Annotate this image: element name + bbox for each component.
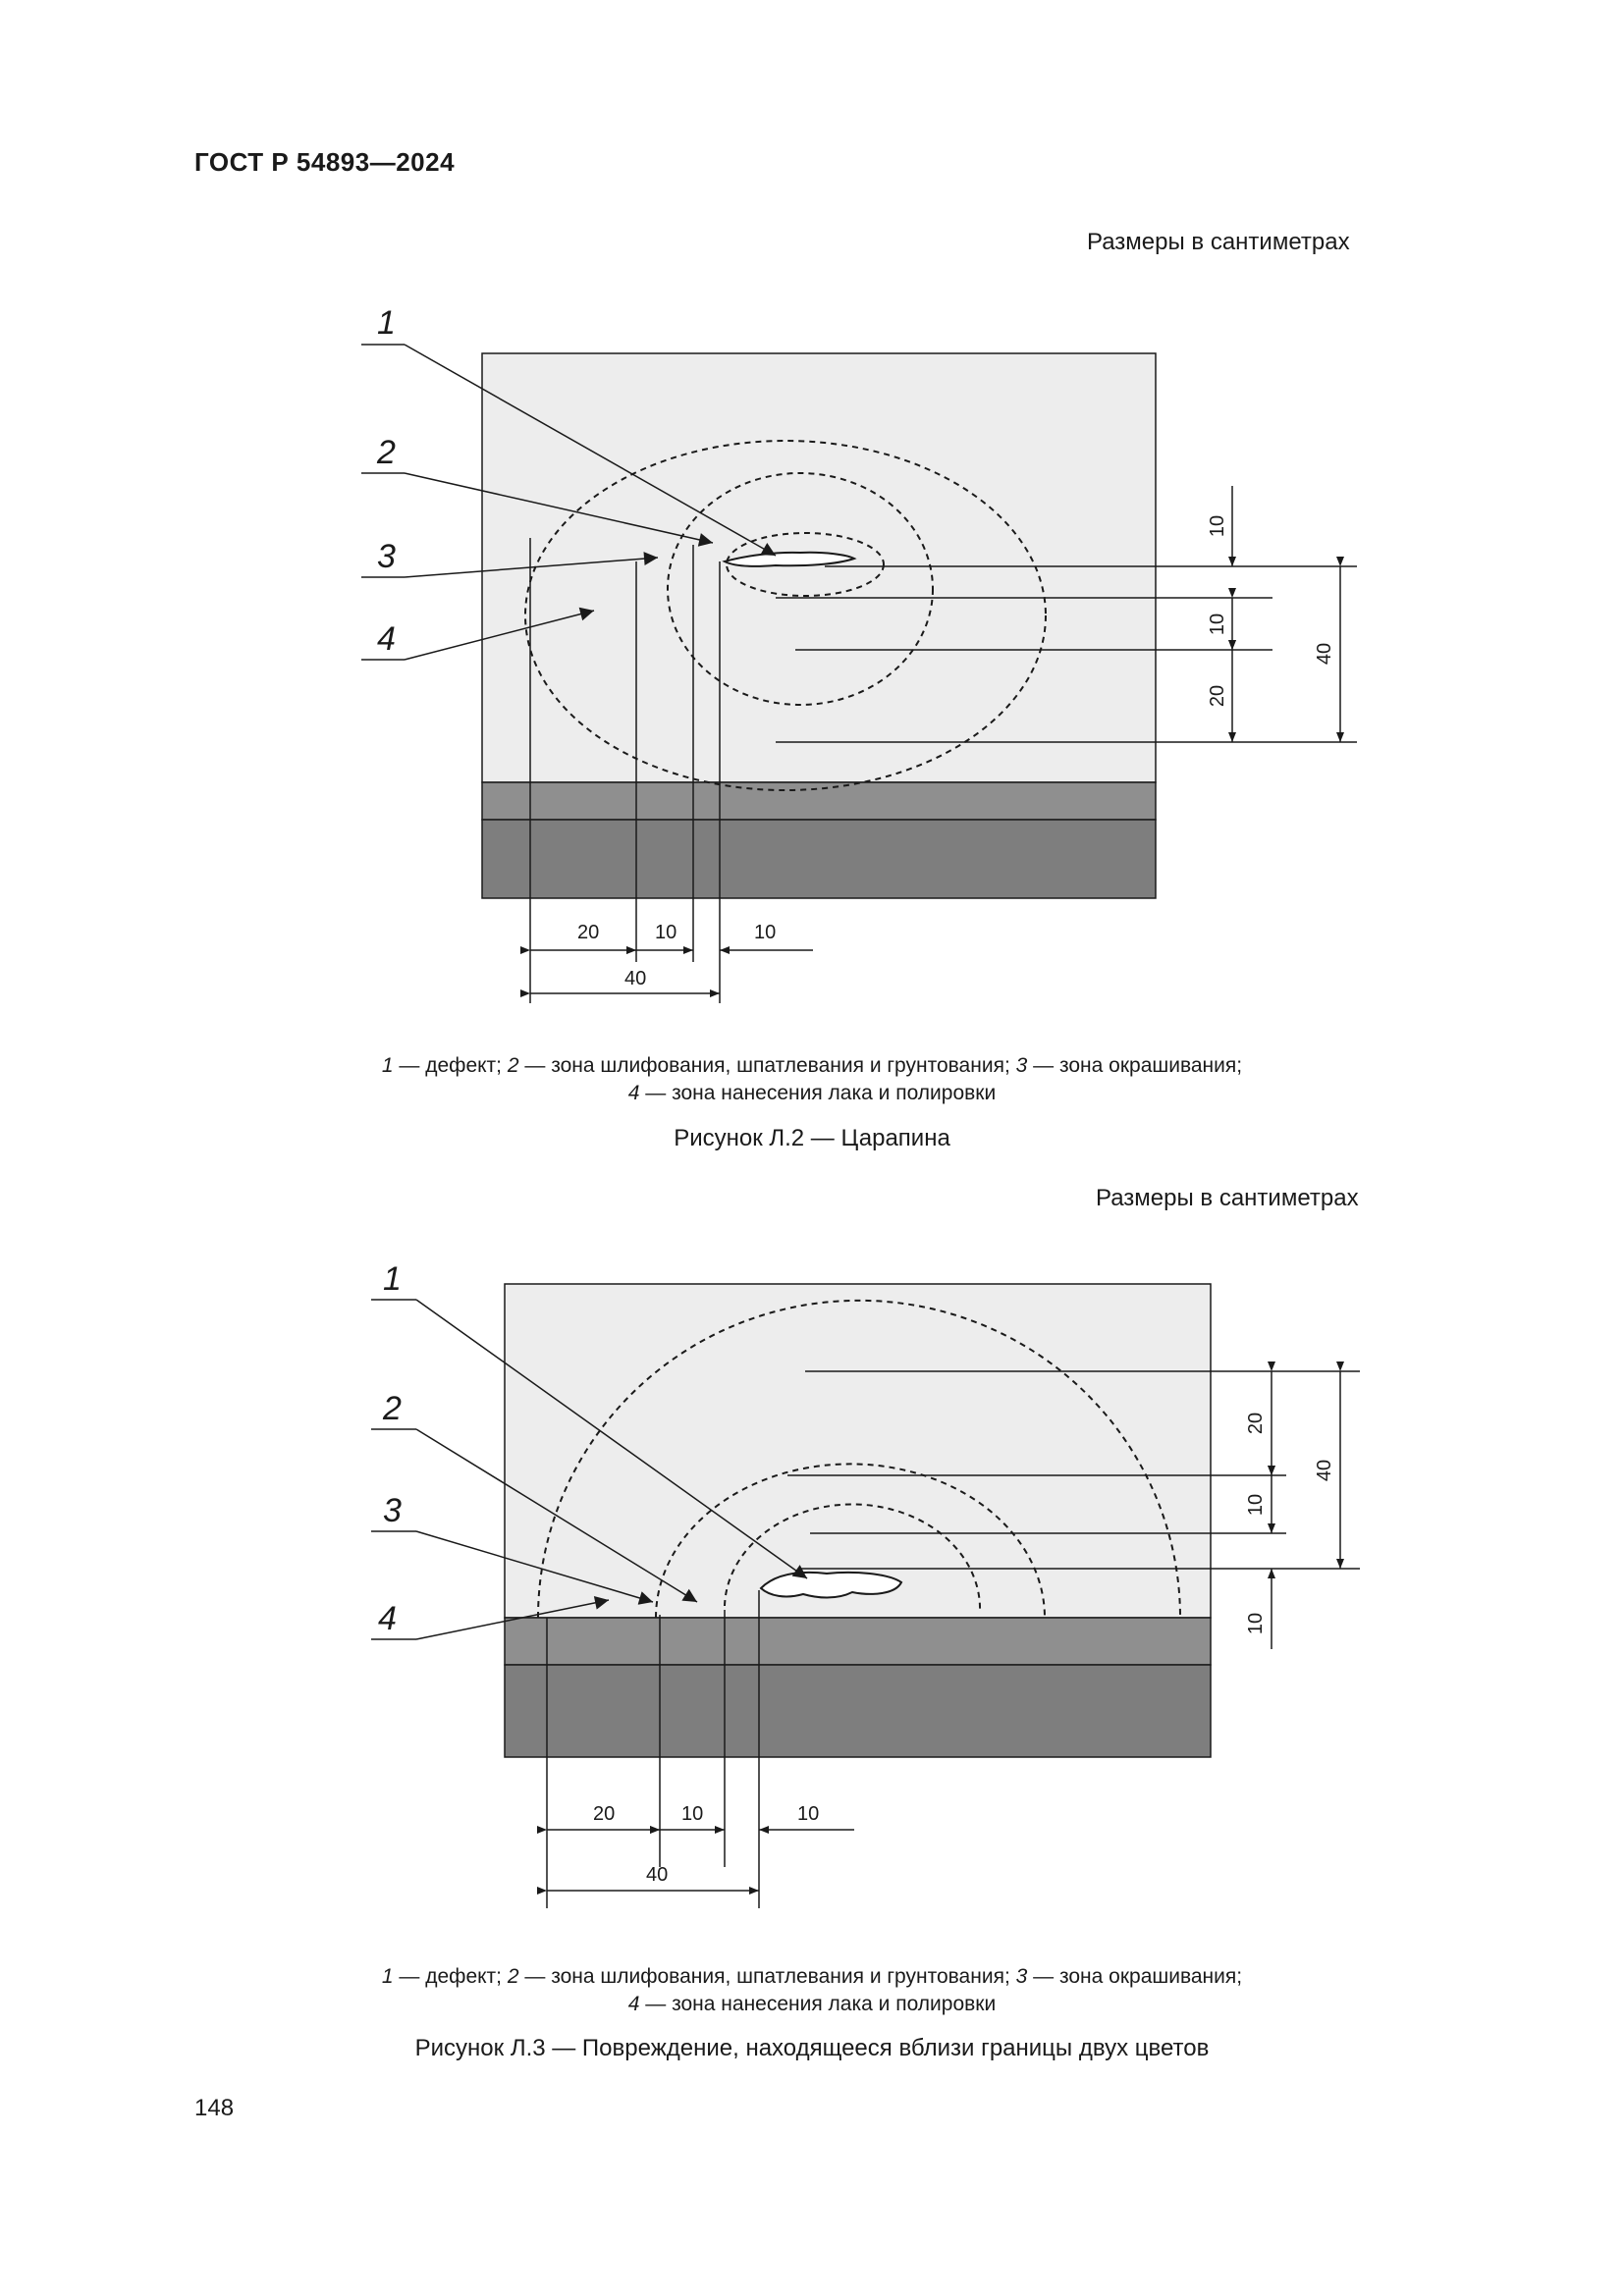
document-header: ГОСТ Р 54893—2024 [194, 147, 456, 177]
callout-label-1: 1 [377, 304, 396, 342]
callout-label-2: 2 [377, 434, 396, 471]
callout-label-2: 2 [383, 1390, 402, 1427]
dim-right-40: 40 [1314, 642, 1335, 666]
legend-fig-l3 [0, 1963, 1624, 2018]
dim-right-40: 40 [1314, 1459, 1335, 1482]
callout-label-3: 3 [383, 1492, 402, 1529]
caption-fig-l3: Рисунок Л.3 — Повреждение, находящееся вблизи границы двух цветов [414, 2035, 1210, 2061]
legend-line-2: 4 — зона нанесения лака и полировки [627, 1082, 997, 1104]
callout-label-4: 4 [377, 620, 396, 658]
dark-panel [505, 1665, 1211, 1757]
units-note-fig-l2: Размеры в сантиметрах [1087, 229, 1350, 255]
dim-right-20: 20 [1207, 684, 1228, 708]
dim-right-20: 20 [1245, 1412, 1267, 1435]
dim-bottom-20: 20 [577, 922, 600, 943]
light-panel [505, 1284, 1211, 1618]
callout-label-1: 1 [383, 1260, 402, 1298]
mid-panel [505, 1618, 1211, 1665]
caption-fig-l2: Рисунок Л.2 — Царапина [674, 1125, 950, 1151]
dim-bottom-10a: 10 [681, 1803, 704, 1825]
legend-line-1: 1 — дефект; 2 — зона шлифования, шпатлевания и грунтования; 3 — зона окрашивания; [381, 1054, 1243, 1077]
callout-label-3: 3 [377, 538, 396, 575]
dim-bottom-20: 20 [593, 1803, 616, 1825]
light-panel [482, 353, 1156, 782]
legend-line-2: 4 — зона нанесения лака и полировки [627, 1993, 997, 2015]
dim-bottom-10b: 10 [754, 922, 777, 943]
dark-panel [482, 820, 1156, 898]
figure-l3-drawing [371, 1284, 1360, 1908]
defect-damage [761, 1573, 901, 1598]
dim-right-10a: 10 [1207, 514, 1228, 538]
page-number: 148 [194, 2095, 235, 2121]
callout-label-4: 4 [378, 1600, 397, 1637]
dim-bottom-40: 40 [646, 1864, 669, 1886]
dim-right-10b: 10 [1207, 613, 1228, 636]
legend-fig-l2 [0, 1052, 1624, 1107]
figure-l2-drawing [361, 345, 1357, 1003]
mid-panel [482, 782, 1156, 820]
dim-right-10b: 10 [1245, 1612, 1267, 1635]
dim-bottom-10a: 10 [655, 922, 677, 943]
dim-bottom-10b: 10 [797, 1803, 820, 1825]
legend-line-1: 1 — дефект; 2 — зона шлифования, шпатлевания и грунтования; 3 — зона окрашивания; [381, 1965, 1243, 1988]
dim-bottom-40: 40 [624, 968, 647, 989]
dim-right-10a: 10 [1245, 1493, 1267, 1517]
units-note-fig-l3: Размеры в сантиметрах [1096, 1185, 1359, 1211]
